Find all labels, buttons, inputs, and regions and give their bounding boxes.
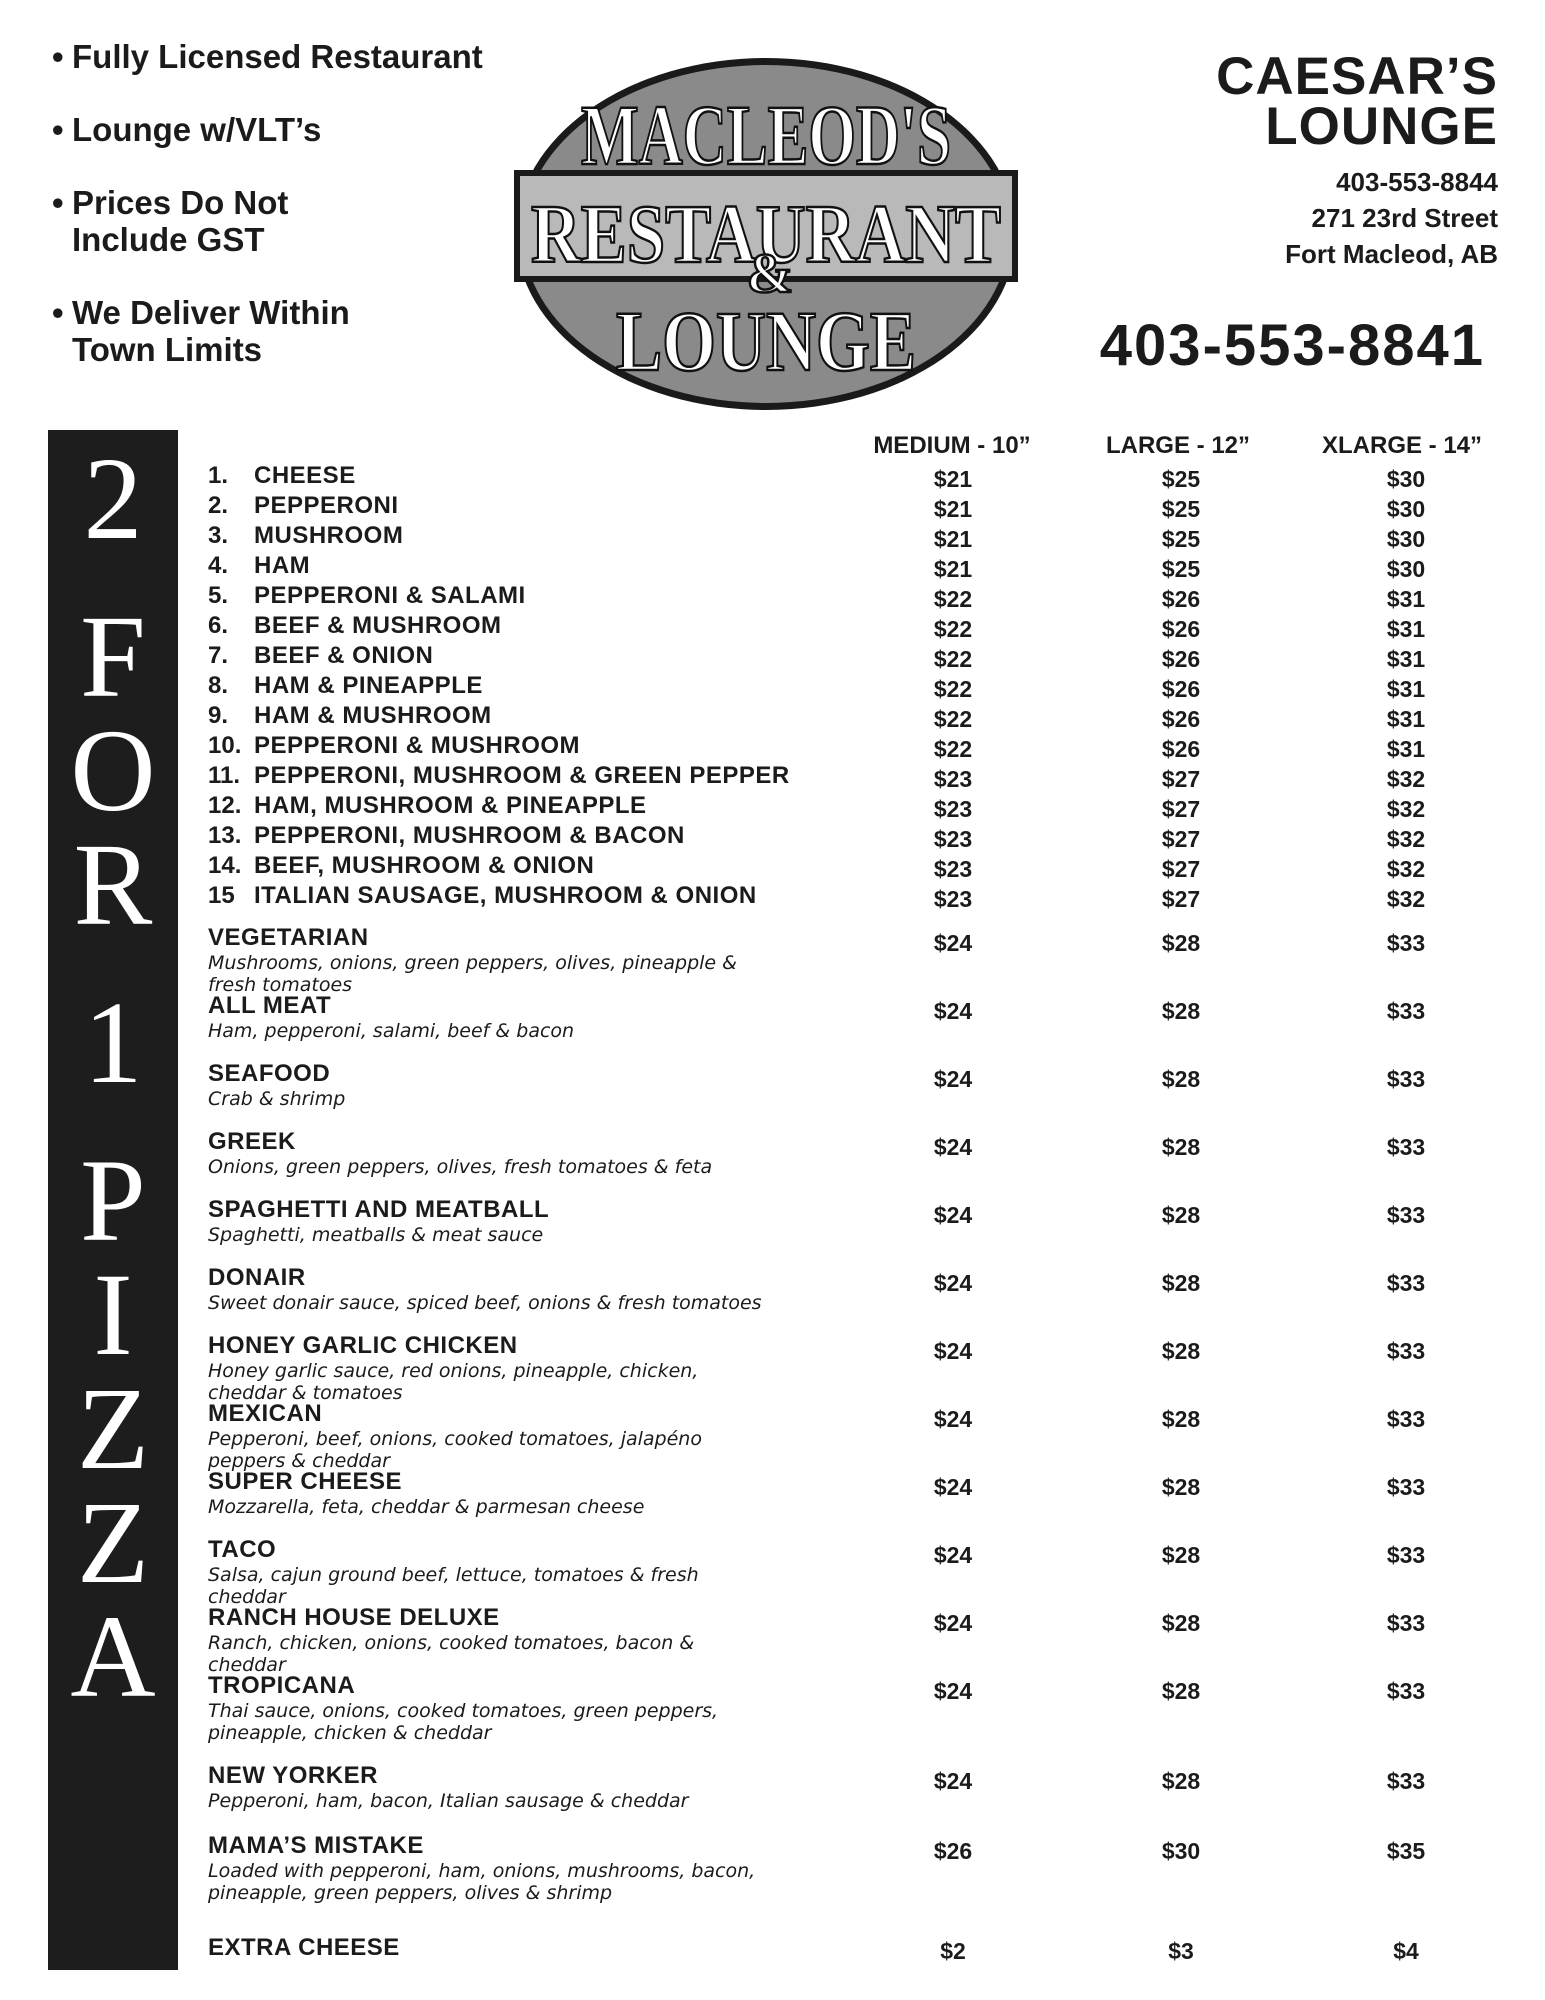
price-medium: $22 [933,706,973,732]
price-medium: $23 [933,886,973,912]
pizza-menu [208,460,1508,1966]
menu-row [208,670,1508,700]
specialty-row [208,1468,1508,1536]
price-xlarge: $32 [1386,886,1426,912]
specialty-row [208,1332,1508,1404]
feature-item: • Fully Licensed Restaurant [52,38,483,75]
price-xlarge: $33 [1386,1610,1426,1636]
menu-row [208,610,1508,640]
lounge-title: CAESAR’S [1216,47,1498,106]
specialty-row [208,1604,1508,1676]
menu-item-description: Crab & shrimp [208,1088,346,1110]
price-medium: $23 [933,796,973,822]
specialty-row [208,1536,1508,1608]
caesars-lounge-info [1216,47,1498,272]
lounge-address: 271 23rd Street [1311,203,1498,233]
menu-row [208,580,1508,610]
price-large: $27 [1161,766,1201,792]
price-xlarge: $33 [1386,1202,1426,1228]
price-large: $28 [1161,1134,1201,1160]
item-number: 2. [208,492,229,519]
menu-item-name: HONEY GARLIC CHICKEN [208,1332,518,1359]
price-large: $27 [1161,826,1201,852]
item-number: 1. [208,462,229,489]
menu-item-name: HAM & MUSHROOM [254,702,492,729]
price-large: $26 [1161,616,1201,642]
lounge-phone: 403-553-8844 [1336,167,1498,197]
specialty-row [208,1672,1508,1762]
feature-item: • Prices Do Not Include GST [52,184,289,258]
price-xlarge: $35 [1386,1838,1426,1864]
price-medium: $22 [933,616,973,642]
price-xlarge: $31 [1386,736,1426,762]
logo-line-2: RESTAURANT [531,188,1001,281]
price-xlarge: $30 [1386,526,1426,552]
price-medium: $24 [933,1768,973,1794]
price-medium: $24 [933,930,973,956]
menu-item-name: GREEK [208,1128,296,1155]
price-xlarge: $31 [1386,616,1426,642]
item-number: 7. [208,642,229,669]
lounge-city: Fort Macleod, AB [1285,239,1498,269]
price-xlarge: $32 [1386,856,1426,882]
price-xlarge: $33 [1386,1678,1426,1704]
price-xlarge: $4 [1393,1938,1419,1964]
menu-item-name: MUSHROOM [254,522,404,549]
menu-item-name: PEPPERONI [254,492,399,519]
menu-item-name: BEEF & MUSHROOM [254,612,502,639]
menu-item-description: Mozzarella, feta, cheddar & parmesan cheese [208,1496,645,1518]
menu-item-description: Sweet donair sauce, spiced beef, onions & fresh tomatoes [208,1292,762,1314]
price-xlarge: $31 [1386,706,1426,732]
price-xlarge: $32 [1386,796,1426,822]
price-large: $27 [1161,886,1201,912]
menu-item-name: TACO [208,1536,277,1563]
menu-item-description: Honey garlic sauce, red onions, pineapple, chicken, cheddar & tomatoes [208,1360,699,1404]
menu-item-description: Thai sauce, onions, cooked tomatoes, green peppers, pineapple, chicken & cheddar [208,1700,719,1744]
price-medium: $24 [933,1610,973,1636]
menu-item-name: BEEF & ONION [254,642,434,669]
item-number: 6. [208,612,229,639]
column-header-medium: MEDIUM - 10” [873,432,1031,459]
price-large: $28 [1161,1610,1201,1636]
price-xlarge: $33 [1386,1066,1426,1092]
menu-item-name: DONAIR [208,1264,306,1291]
price-large: $25 [1161,466,1201,492]
price-large: $3 [1168,1938,1194,1964]
menu-item-description: Salsa, cajun ground beef, lettuce, tomatoes & fresh cheddar [208,1564,699,1608]
menu-item-description: Ranch, chicken, onions, cooked tomatoes, bacon & cheddar [208,1632,695,1676]
price-large: $26 [1161,676,1201,702]
price-xlarge: $30 [1386,496,1426,522]
menu-item-name: PEPPERONI, MUSHROOM & GREEN PEPPER [254,762,790,789]
banner-char: A [70,1591,156,1722]
item-number: 8. [208,672,229,699]
specialty-row [208,1832,1508,1932]
banner-char: F [80,591,146,722]
item-number: 11. [208,762,241,789]
menu-item-description: Pepperoni, ham, bacon, Italian sausage & cheddar [208,1790,689,1812]
menu-item-name: PEPPERONI & MUSHROOM [254,732,581,759]
item-number: 5. [208,582,229,609]
price-xlarge: $30 [1386,556,1426,582]
menu-item-description: Mushrooms, onions, green peppers, olives, pineapple & fresh tomatoes [208,952,737,996]
price-medium: $22 [933,646,973,672]
lounge-subtitle: LOUNGE [1265,97,1498,156]
price-medium: $24 [933,1202,973,1228]
price-large: $27 [1161,796,1201,822]
item-number: 14. [208,852,242,879]
menu-row [208,760,1508,790]
menu-row [208,640,1508,670]
price-medium: $21 [933,466,973,492]
menu-item-name: HAM [254,552,311,579]
price-xlarge: $30 [1386,466,1426,492]
item-number: 15 [208,882,235,909]
menu-item-name: CHEESE [254,462,356,489]
price-xlarge: $33 [1386,930,1426,956]
price-xlarge: $33 [1386,1542,1426,1568]
price-medium: $26 [933,1838,973,1864]
price-xlarge: $33 [1386,1474,1426,1500]
specialty-row [208,1264,1508,1332]
specialty-pizza-list [208,924,1508,1932]
price-xlarge: $31 [1386,676,1426,702]
price-medium: $22 [933,586,973,612]
menu-item-name: MEXICAN [208,1400,323,1427]
price-large: $25 [1161,496,1201,522]
menu-item-description: Onions, green peppers, olives, fresh tomatoes & feta [208,1156,713,1178]
numbered-pizza-list [208,460,1508,910]
price-large: $28 [1161,1678,1201,1704]
column-header-xlarge: XLARGE - 14” [1321,432,1483,459]
menu-row [208,490,1508,520]
item-number: 10. [208,732,242,759]
banner-char: O [70,705,156,836]
price-medium: $24 [933,1678,973,1704]
menu-row [208,700,1508,730]
price-large: $28 [1161,1474,1201,1500]
menu-item-description: Loaded with pepperoni, ham, onions, mushrooms, bacon, pineapple, green peppers, olives & shrimp [208,1860,756,1904]
price-medium: $22 [933,676,973,702]
price-xlarge: $32 [1386,766,1426,792]
price-medium: $23 [933,856,973,882]
main-phone: 403-553-8841 [1099,313,1485,378]
price-medium: $24 [933,1270,973,1296]
menu-item-name: NEW YORKER [208,1762,378,1789]
menu-item-name: PEPPERONI & SALAMI [254,582,526,609]
menu-item-description: Ham, pepperoni, salami, beef & bacon [208,1020,575,1042]
price-xlarge: $33 [1386,1338,1426,1364]
specialty-row [208,1762,1508,1832]
feature-item: • Lounge w/VLT’s [52,111,322,148]
price-medium: $23 [933,766,973,792]
price-xlarge: $33 [1386,1768,1426,1794]
price-medium: $24 [933,1338,973,1364]
menu-row [208,820,1508,850]
item-number: 3. [208,522,229,549]
price-medium: $23 [933,826,973,852]
price-medium: $24 [933,1066,973,1092]
menu-item-name: SUPER CHEESE [208,1468,403,1495]
specialty-row [208,924,1508,996]
banner-char: I [93,1249,133,1380]
price-large: $28 [1161,1202,1201,1228]
item-number: 9. [208,702,229,729]
price-large: $28 [1161,930,1201,956]
specialty-row [208,1196,1508,1264]
banner-char: 1 [83,977,143,1108]
menu-item-name: SEAFOOD [208,1060,331,1087]
menu-row [208,550,1508,580]
specialty-row [208,1400,1508,1472]
price-large: $28 [1161,1768,1201,1794]
banner-char: P [80,1135,146,1266]
specialty-row [208,1060,1508,1128]
logo-line-3: LOUNGE [616,293,916,389]
menu-item-name: BEEF, MUSHROOM & ONION [254,852,595,879]
menu-item-name: HAM & PINEAPPLE [254,672,483,699]
price-medium: $21 [933,526,973,552]
specialty-row [208,992,1508,1060]
price-medium: $24 [933,1134,973,1160]
price-medium: $24 [933,998,973,1024]
menu-item-name: EXTRA CHEESE [208,1934,400,1961]
restaurant-logo [512,52,1020,412]
price-large: $26 [1161,646,1201,672]
price-large: $28 [1161,1270,1201,1296]
price-xlarge: $33 [1386,1134,1426,1160]
banner-char: Z [76,1363,150,1494]
item-number: 4. [208,552,229,579]
menu-item-description: Pepperoni, beef, onions, cooked tomatoes, jalapéno peppers & cheddar [208,1428,702,1472]
features-list [52,38,522,404]
price-xlarge: $32 [1386,826,1426,852]
extra-cheese-row [208,1932,1508,1966]
price-large: $26 [1161,706,1201,732]
menu-item-name: PEPPERONI, MUSHROOM & BACON [254,822,685,849]
menu-item-name: VEGETARIAN [208,924,369,951]
price-medium: $21 [933,556,973,582]
price-large: $28 [1161,1338,1201,1364]
price-medium: $24 [933,1542,973,1568]
logo-line-1: MACLEOD'S [581,87,951,183]
price-xlarge: $33 [1386,1406,1426,1432]
price-large: $28 [1161,1406,1201,1432]
price-medium: $2 [940,1938,966,1964]
price-xlarge: $33 [1386,998,1426,1024]
price-large: $26 [1161,586,1201,612]
price-large: $27 [1161,856,1201,882]
price-large: $26 [1161,736,1201,762]
menu-item-name: SPAGHETTI AND MEATBALL [208,1196,550,1223]
price-xlarge: $33 [1386,1270,1426,1296]
banner-char: R [73,819,153,950]
price-large: $25 [1161,526,1201,552]
price-large: $28 [1161,1542,1201,1568]
price-medium: $24 [933,1406,973,1432]
menu-row [208,880,1508,910]
item-number: 12. [208,792,242,819]
logo-ampersand: & [746,243,794,305]
menu-row [208,520,1508,550]
banner-char: Z [76,1477,150,1608]
menu-item-description: Spaghetti, meatballs & meat sauce [208,1224,544,1246]
column-header-large: LARGE - 12” [1105,432,1251,459]
menu-row [208,460,1508,490]
menu-item-name: ALL MEAT [208,992,332,1019]
price-xlarge: $31 [1386,646,1426,672]
menu-item-name: ITALIAN SAUSAGE, MUSHROOM & ONION [254,882,757,909]
price-large: $25 [1161,556,1201,582]
price-large: $28 [1161,998,1201,1024]
menu-item-name: HAM, MUSHROOM & PINEAPPLE [254,792,647,819]
menu-item-name: RANCH HOUSE DELUXE [208,1604,500,1631]
menu-row [208,730,1508,760]
menu-row [208,850,1508,880]
item-number: 13. [208,822,242,849]
price-xlarge: $31 [1386,586,1426,612]
menu-row [208,790,1508,820]
price-large: $28 [1161,1066,1201,1092]
feature-item: • We Deliver Within Town Limits [52,294,350,368]
price-medium: $22 [933,736,973,762]
price-medium: $24 [933,1474,973,1500]
menu-item-name: TROPICANA [208,1672,356,1699]
price-large: $30 [1161,1838,1201,1864]
specialty-row [208,1128,1508,1196]
banner-char: 2 [83,433,143,564]
menu-item-name: MAMA’S MISTAKE [208,1832,424,1859]
price-medium: $21 [933,496,973,522]
two-for-one-banner [48,430,178,1970]
